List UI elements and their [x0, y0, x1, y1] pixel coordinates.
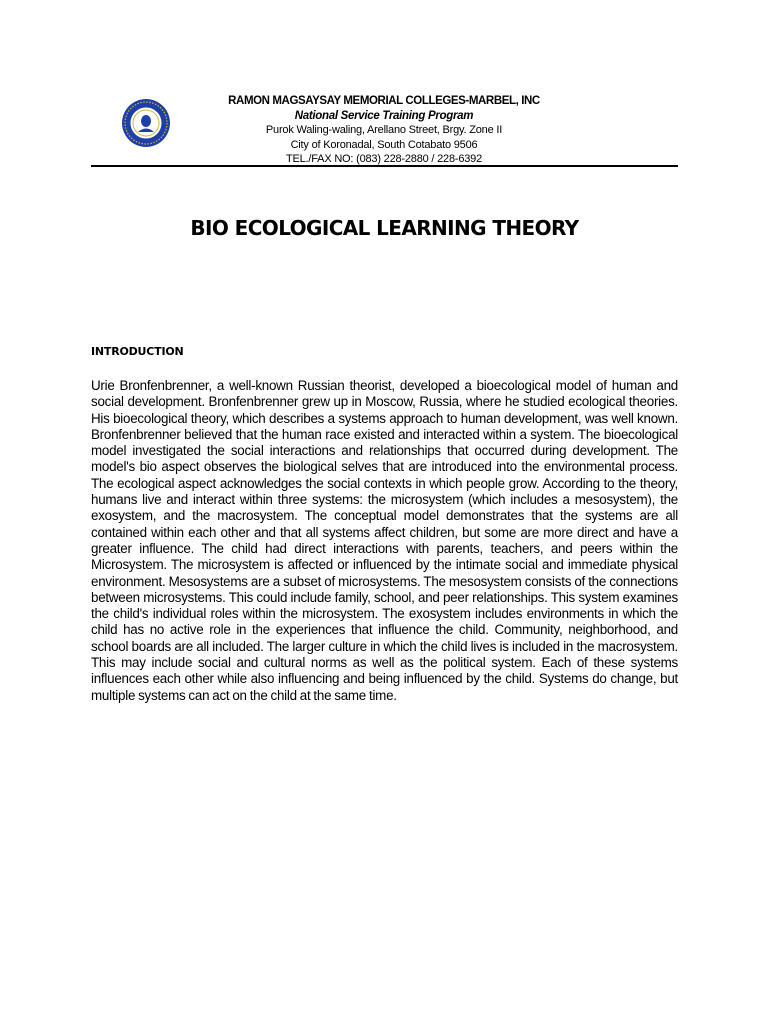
letterhead	[176, 94, 592, 167]
contact-line: TEL./FAX NO: (083) 228-2880 / 228-6392	[285, 153, 483, 165]
introduction-paragraph: Urie Bronfenbrenner, a well-known Russian theorist, developed a bioecological model of human and social development. Bronfenbrenner grew up in Moscow, Russia, where he studied ecological theories. His bioecological theory, which describes a systems approach to human development, was well known. Bronfenbrenner believed that the human race existed and interacted within a system. The bioecological model investigated the social interactions and relationships that occurred during development. The model's bio aspect observes the biological selves that are introduced into the environmental process. The ecological aspect acknowledges the social contexts in which people grow. According to the theory, humans live and interact within three systems: the microsystem (which includes a mesosystem), the exosystem, and the macrosystem. The conceptual model demonstrates that the systems are all contained within each other and that all systems affect children, but some are more direct and have a greater influence. The child had direct interactions with parents, teachers, and peers within the Microsystem. The microsystem is affected or influenced by the intimate social and immediate physical environment. Mesosystems are a subset of microsystems. The mesosystem consists of the connections between microsystems. This could include family, school, and peer relationships. This system examines the child's individual roles within the microsystem. The exosystem includes environments in which the child has no active role in the experiences that influence the child. Community, neighborhood, and school boards are all included. The larger culture in which the child lives is included in the macrosystem. This may include social and cultural norms as well as the political system. Each of these systems influences each other while also influencing and being influenced by the child. Systems do change, but multiple systems can act on the child at the same time.	[91, 378, 678, 703]
document-title: BIO ECOLOGICAL LEARNING THEORY	[190, 216, 579, 240]
institution-name: RAMON MAGSAYSAY MEMORIAL COLLEGES-MARBEL, INC	[228, 95, 540, 107]
section-heading-introduction: INTRODUCTION	[91, 345, 184, 358]
address-line-1: Purok Waling-waling, Arellano Street, Brgy. Zone II	[265, 124, 503, 136]
program-name: National Service Training Program	[294, 109, 474, 122]
college-seal-icon	[121, 98, 171, 148]
address-line-2: City of Koronadal, South Cotabato 9506	[290, 138, 478, 151]
letterhead-divider	[91, 165, 678, 167]
